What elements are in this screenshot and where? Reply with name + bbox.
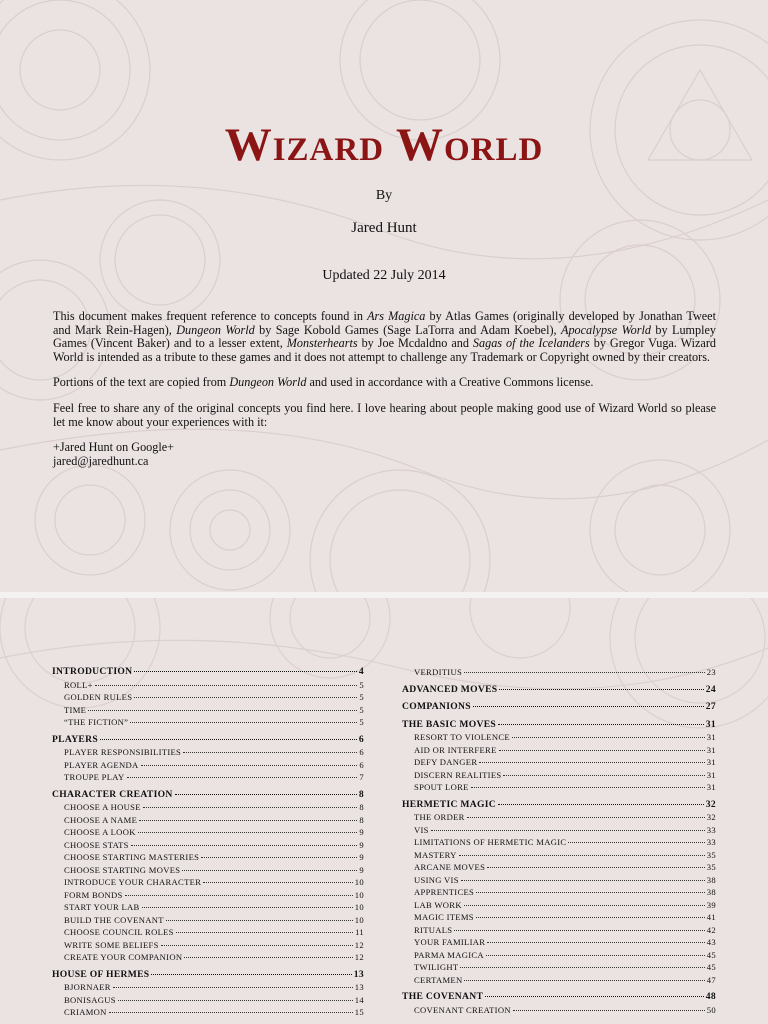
toc-page-number: 10 <box>354 877 364 887</box>
toc-subsection-entry[interactable] <box>402 874 716 887</box>
toc-page-number: 11 <box>355 927 364 937</box>
toc-subsection-entry[interactable] <box>52 889 364 902</box>
toc-dot-leader <box>176 931 353 933</box>
toc-subsection-entry[interactable] <box>52 981 364 994</box>
toc-dot-leader <box>203 881 353 883</box>
toc-dot-leader <box>100 738 357 740</box>
toc-section-entry[interactable] <box>402 799 716 812</box>
toc-dot-leader <box>88 709 357 711</box>
toc-page-number: 5 <box>359 692 364 702</box>
toc-subsection-entry[interactable] <box>402 936 716 949</box>
toc-section-entry[interactable] <box>52 789 364 802</box>
toc-subsection-entry[interactable] <box>402 769 716 782</box>
toc-entry-label: “THE FICTION” <box>64 717 129 727</box>
toc-page-number: 38 <box>706 887 716 897</box>
toc-subsection-entry[interactable] <box>52 994 364 1007</box>
toc-entry-label: FORM BONDS <box>64 889 123 900</box>
toc-subsection-entry[interactable] <box>402 849 716 862</box>
toc-entry-label: INTRODUCTION <box>52 666 133 677</box>
toc-page-number: 41 <box>706 912 716 922</box>
toc-dot-leader <box>183 751 357 753</box>
toc-dot-leader <box>476 891 705 893</box>
toc-entry-label: PARMA MAGICA <box>414 949 484 960</box>
toc-page-number: 32 <box>705 798 716 810</box>
toc-entry-label: LIMITATIONS OF HERMETIC MAGIC <box>414 837 567 847</box>
toc-page-number: 31 <box>706 769 716 780</box>
toc-subsection-entry[interactable] <box>402 961 716 974</box>
toc-entry-label: GOLDEN RULES <box>64 692 133 702</box>
toc-dot-leader <box>125 894 353 896</box>
toc-dot-leader <box>141 764 358 766</box>
toc-page-number: 10 <box>354 914 364 925</box>
toc-entry-label: TIME <box>64 704 87 715</box>
toc-page-number: 23 <box>706 667 716 677</box>
toc-entry-label: RESORT TO VIOLENCE <box>414 732 510 742</box>
toc-page-number: 24 <box>705 683 716 695</box>
toc-entry-label: ADVANCED MOVES <box>402 683 498 695</box>
toc-section-entry[interactable] <box>402 991 716 1004</box>
toc-dot-leader <box>499 749 705 751</box>
toc-entry-label: SPOUT LORE <box>414 782 469 792</box>
toc-subsection-entry[interactable] <box>402 911 716 924</box>
toc-dot-leader <box>127 776 358 778</box>
toc-dot-leader <box>184 956 352 958</box>
toc-entry-label: START YOUR LAB <box>64 902 140 912</box>
toc-entry-label: AID OR INTERFERE <box>414 744 497 755</box>
toc-subsection-entry[interactable] <box>52 691 364 704</box>
toc-page-number: 31 <box>706 757 716 767</box>
toc-page-number: 10 <box>354 889 364 900</box>
toc-page-number: 5 <box>359 679 364 690</box>
toc-page-number: 5 <box>359 717 364 727</box>
toc-dot-leader <box>161 944 353 946</box>
toc-subsection-entry[interactable] <box>402 899 716 912</box>
toc-entry-label: CHOOSE STARTING MOVES <box>64 864 181 875</box>
toc-entry-label: CREATE YOUR COMPANION <box>64 952 183 962</box>
toc-entry-label: CRIAMON <box>64 1007 107 1017</box>
toc-entry-label: CHARACTER CREATION <box>52 788 173 800</box>
toc-entry-label: BJORNAER <box>64 982 111 992</box>
toc-page-number: 15 <box>354 1007 364 1017</box>
toc-section-entry[interactable] <box>52 969 364 982</box>
toc-dot-leader <box>460 966 704 968</box>
toc-dot-leader <box>130 721 357 723</box>
toc-entry-label: CHOOSE A HOUSE <box>64 802 141 812</box>
byline-label: By <box>375 188 393 203</box>
toc-dot-leader <box>113 986 353 988</box>
toc-subsection-entry[interactable] <box>402 949 716 962</box>
toc-entry-label: MAGIC ITEMS <box>414 912 474 922</box>
toc-subsection-entry[interactable] <box>402 924 716 937</box>
toc-page-number: 9 <box>359 864 364 875</box>
toc-subsection-entry[interactable] <box>402 824 716 837</box>
toc-subsection-entry[interactable] <box>52 679 364 692</box>
toc-dot-leader <box>498 803 704 805</box>
toc-dot-leader <box>461 879 705 881</box>
toc-dot-leader <box>485 995 704 997</box>
license-paragraph: Portions of the text are copied from Dungeon World and used in accordance with a Creative Commons license. <box>53 375 594 390</box>
toc-subsection-entry[interactable] <box>402 811 716 824</box>
toc-entry-label: BUILD THE COVENANT <box>64 914 164 925</box>
toc-page-number: 8 <box>359 802 364 812</box>
toc-entry-label: COVENANT CREATION <box>414 1004 511 1015</box>
toc-entry-label: HERMETIC MAGIC <box>402 798 497 810</box>
toc-entry-label: BONISAGUS <box>64 994 116 1005</box>
toc-dot-leader <box>498 723 704 725</box>
toc-subsection-entry[interactable] <box>402 836 716 849</box>
toc-page-number: 9 <box>359 852 364 862</box>
toc-page-number: 35 <box>706 862 716 872</box>
toc-dot-leader <box>138 831 358 833</box>
attribution-paragraph: This document makes frequent reference to concepts found in Ars Magica by Atlas Games (originally developed by Jonathan Tweet and Mark Rein-Hagen), Dungeon World by Sage Kobold Games (Sage LaTorra and Adam Koebel), Apocalypse World by Lumpley Games (Vincent Baker) and to a lesser extent, Monsterhearts by Joe Mcdaldno and Sagas of the Icelanders by Gregor Vuga. Wizard World is intended as a tribute to these games and it does not attempt to challenge any Trademark or Copyright owned by their creators. <box>53 309 716 364</box>
toc-entry-label: CHOOSE A LOOK <box>64 827 136 837</box>
toc-subsection-entry[interactable] <box>402 744 716 757</box>
toc-entry-label: PLAYER RESPONSIBILITIES <box>64 747 182 757</box>
toc-dot-leader <box>464 671 705 673</box>
toc-page-number: 31 <box>706 744 716 755</box>
toc-subsection-entry[interactable] <box>52 926 364 939</box>
toc-page-number: 39 <box>706 899 716 910</box>
toc-dot-leader <box>499 688 703 690</box>
toc-section-entry[interactable] <box>402 684 716 697</box>
toc-page-number: 6 <box>358 733 364 745</box>
toc-dot-leader <box>486 954 705 956</box>
updated-date: Updated 22 July 2014 <box>322 268 446 283</box>
toc-page-number: 14 <box>354 994 364 1005</box>
toc-section-entry[interactable] <box>402 701 716 714</box>
toc-page-number: 31 <box>706 732 716 742</box>
toc-entry-label: TWILIGHT <box>414 962 459 972</box>
toc-subsection-entry[interactable] <box>52 851 364 864</box>
toc-dot-leader <box>479 761 704 763</box>
toc-dot-leader <box>134 670 357 672</box>
toc-subsection-entry[interactable] <box>52 759 364 772</box>
toc-page-number: 43 <box>706 937 716 947</box>
toc-page-number: 8 <box>359 814 364 825</box>
toc-entry-label: THE BASIC MOVES <box>402 718 497 730</box>
toc-page-number: 13 <box>353 968 364 980</box>
toc-entry-label: TROUPE PLAY <box>64 772 125 782</box>
toc-entry-label: VERDITIUS <box>414 667 463 677</box>
toc-page-number: 7 <box>359 772 364 782</box>
toc-dot-leader <box>464 979 704 981</box>
toc-dot-leader <box>201 856 357 858</box>
toc-dot-leader <box>512 736 705 738</box>
document-title: Wizard World <box>224 119 544 171</box>
toc-subsection-entry[interactable] <box>52 814 364 827</box>
contact-email[interactable]: jared@jaredhunt.ca <box>53 453 149 468</box>
toc-entry-label: CHOOSE STARTING MASTERIES <box>64 852 200 862</box>
toc-page-number: 6 <box>359 747 364 757</box>
toc-dot-leader <box>454 929 704 931</box>
toc-entry-label: YOUR FAMILIAR <box>414 937 486 947</box>
toc-page-number: 32 <box>706 812 716 822</box>
toc-dot-leader <box>464 904 705 906</box>
toc-dot-leader <box>471 786 705 788</box>
toc-subsection-entry[interactable] <box>52 939 364 952</box>
toc-subsection-entry[interactable] <box>52 901 364 914</box>
toc-section-entry[interactable] <box>402 719 716 732</box>
toc-subsection-entry[interactable] <box>52 951 364 964</box>
toc-subsection-entry[interactable] <box>52 704 364 717</box>
toc-page-number: 45 <box>706 962 716 972</box>
toc-section-entry[interactable] <box>52 666 364 679</box>
toc-page-number: 38 <box>706 874 716 885</box>
toc-subsection-entry[interactable] <box>52 914 364 927</box>
toc-entry-label: CHOOSE A NAME <box>64 814 138 825</box>
toc-dot-leader <box>166 919 353 921</box>
toc-page-number: 4 <box>358 666 364 677</box>
toc-entry-label: HOUSE OF HERMES <box>52 968 150 980</box>
toc-dot-leader <box>568 841 704 843</box>
contact-google-plus[interactable]: +Jared Hunt on Google+ <box>53 440 175 455</box>
toc-dot-leader <box>134 696 357 698</box>
contact-info <box>53 441 716 468</box>
toc-dot-leader <box>182 869 357 871</box>
toc-page-number: 42 <box>706 924 716 935</box>
toc-page-number: 45 <box>706 949 716 960</box>
toc-dot-leader <box>431 829 705 831</box>
toc-dot-leader <box>175 793 357 795</box>
toc-dot-leader <box>473 705 704 707</box>
toc-page-number: 33 <box>706 837 716 847</box>
toc-dot-leader <box>459 854 705 856</box>
toc-dot-leader <box>513 1009 705 1011</box>
toc-subsection-entry[interactable] <box>402 886 716 899</box>
toc-left-column <box>52 666 364 1019</box>
toc-page-number: 33 <box>706 824 716 835</box>
toc-dot-leader <box>487 866 705 868</box>
toc-entry-label: WRITE SOME BELIEFS <box>64 939 159 950</box>
toc-entry-label: DEFY DANGER <box>414 757 478 767</box>
toc-entry-label: DISCERN REALITIES <box>414 769 502 780</box>
toc-entry-label: USING VIS <box>414 874 459 885</box>
share-paragraph: Feel free to share any of the original concepts you find here. I love hearing about people making good use of Wizard World so please let me know about your experiences with it: <box>53 400 716 429</box>
toc-entry-label: PLAYERS <box>52 733 98 745</box>
toc-entry-label: ARCANE MOVES <box>414 862 486 872</box>
toc-page-number: 12 <box>354 952 364 962</box>
toc-dot-leader <box>131 844 358 846</box>
toc-page-number: 8 <box>358 788 364 800</box>
toc-subsection-entry[interactable] <box>52 801 364 814</box>
toc-dot-leader <box>467 816 705 818</box>
toc-page-number: 31 <box>705 718 716 730</box>
toc-entry-label: INTRODUCE YOUR CHARACTER <box>64 877 202 887</box>
author-name: Jared Hunt <box>351 220 417 236</box>
toc-entry-label: CERTAMEN <box>414 974 463 985</box>
toc-dot-leader <box>151 973 351 975</box>
toc-entry-label: PLAYER AGENDA <box>64 759 139 770</box>
toc-entry-label: THE ORDER <box>414 812 465 822</box>
toc-dot-leader <box>109 1011 353 1013</box>
toc-entry-label: VIS <box>414 824 429 835</box>
toc-subsection-entry[interactable] <box>52 746 364 759</box>
toc-entry-label: MASTERY <box>414 849 457 860</box>
toc-page-number: 9 <box>359 827 364 837</box>
toc-subsection-entry[interactable] <box>402 756 716 769</box>
toc-dot-leader <box>503 774 704 776</box>
toc-page-number: 48 <box>705 991 716 1002</box>
toc-subsection-entry[interactable] <box>52 716 364 729</box>
toc-entry-label: LAB WORK <box>414 899 462 910</box>
toc-page-number: 5 <box>359 704 364 715</box>
toc-entry-label: CHOOSE STATS <box>64 839 129 850</box>
toc-page-number: 47 <box>706 974 716 985</box>
toc-subsection-entry[interactable] <box>52 839 364 852</box>
toc-subsection-entry[interactable] <box>52 1006 364 1019</box>
toc-subsection-entry[interactable] <box>402 666 716 679</box>
toc-entry-label: THE COVENANT <box>402 991 484 1002</box>
toc-entry-label: RITUALS <box>414 924 453 935</box>
toc-dot-leader <box>476 916 705 918</box>
toc-subsection-entry[interactable] <box>52 826 364 839</box>
toc-entry-label: CHOOSE COUNCIL ROLES <box>64 927 174 937</box>
toc-page-number: 9 <box>359 839 364 850</box>
toc-subsection-entry[interactable] <box>402 731 716 744</box>
toc-subsection-entry[interactable] <box>402 974 716 987</box>
toc-page-number: 31 <box>706 782 716 792</box>
toc-page-number: 10 <box>354 902 364 912</box>
toc-dot-leader <box>95 684 358 686</box>
toc-right-column <box>402 666 716 1016</box>
toc-dot-leader <box>118 999 353 1001</box>
toc-page-number: 27 <box>705 701 716 712</box>
toc-dot-leader <box>143 806 358 808</box>
toc-subsection-entry[interactable] <box>402 781 716 794</box>
toc-subsection-entry[interactable] <box>52 864 364 877</box>
toc-subsection-entry[interactable] <box>52 771 364 784</box>
toc-dot-leader <box>487 941 704 943</box>
toc-page-number: 50 <box>706 1004 716 1015</box>
toc-subsection-entry[interactable] <box>402 1004 716 1017</box>
toc-entry-label: COMPANIONS <box>402 701 471 712</box>
intro-text <box>53 310 716 480</box>
toc-dot-leader <box>142 906 353 908</box>
toc-page-number: 13 <box>354 982 364 992</box>
toc-dot-leader <box>139 819 357 821</box>
toc-section-entry[interactable] <box>52 734 364 747</box>
toc-page-number: 6 <box>359 759 364 770</box>
toc-subsection-entry[interactable] <box>52 876 364 889</box>
toc-page-number: 12 <box>354 939 364 950</box>
toc-entry-label: APPRENTICES <box>414 887 475 897</box>
toc-subsection-entry[interactable] <box>402 861 716 874</box>
toc-page-number: 35 <box>706 849 716 860</box>
toc-entry-label: ROLL+ <box>64 679 93 690</box>
